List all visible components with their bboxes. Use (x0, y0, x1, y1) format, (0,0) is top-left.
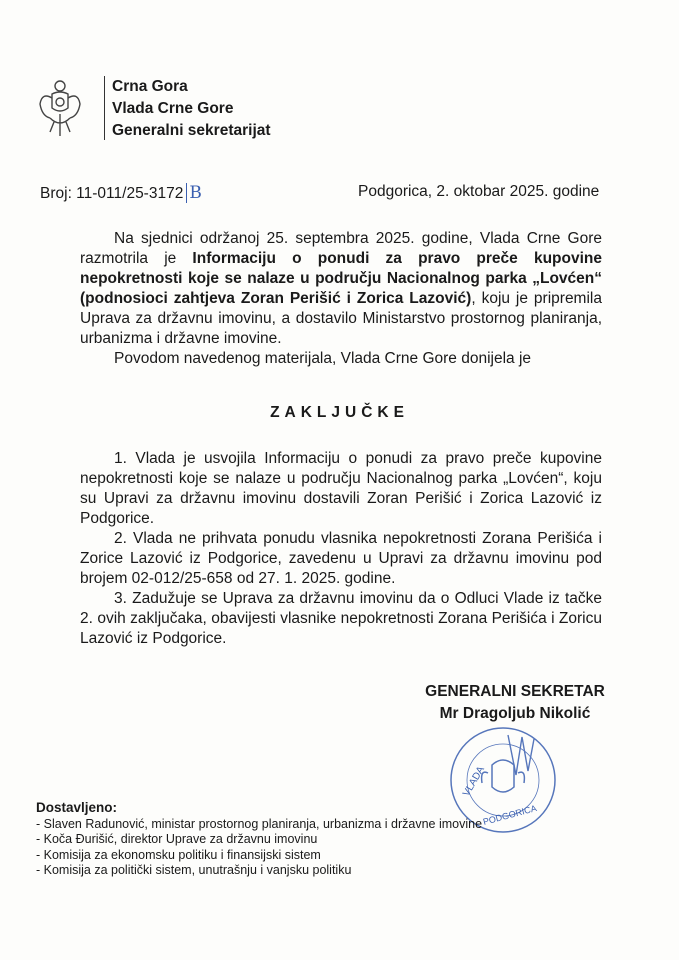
office-name: Generalni sekretarijat (112, 122, 271, 139)
signatory-name: Mr Dragoljub Nikolić (439, 705, 591, 722)
intro-paragraph-2: Povodom navedenog materijala, Vlada Crne Gore donijela je (114, 350, 532, 367)
conclusion-item: 3. Zadužuje se Uprava za državnu imovinu da o Odluci Vlade iz tačke 2. ovih zaključaka, obavijesti vlasnike nepokretnosti Zorana Perišića i Zoricu Lazović iz Podgorice. (80, 590, 602, 647)
letterhead (112, 76, 271, 142)
signatory-title: GENERALNI SEKRETAR (425, 683, 605, 700)
conclusion-item: 2. Vlada ne prihvata ponudu vlasnika nepokretnosti Zorana Perišića i Zorice Lazović iz Podgorice, zavedenu u Upravi za državnu imovinu pod brojem 02-012/25-658 od 27. 1. 2025. godine. (80, 530, 602, 587)
distribution-list (36, 800, 482, 879)
government-name: Vlada Crne Gore (112, 100, 234, 117)
svg-text:PODGORICA: PODGORICA (481, 803, 538, 827)
distribution-item: - Slaven Radunović, ministar prostornog planiranja, urbanizma i državne imovine (36, 816, 483, 831)
conclusions-list (80, 449, 602, 649)
signature-block (395, 681, 635, 725)
distribution-item: - Koča Đurišić, direktor Uprave za državnu imovinu (36, 832, 318, 846)
country-name: Crna Gora (112, 78, 188, 95)
intro-paragraph: Na sjednici održanoj 25. septembra 2025. godine, Vlada Crne Gore razmotrila je Informaciju o ponudi za pravo preče kupovine nepokretnosti koje se nalaze u području Nacionalnog parka „Lovćen“ (podnosioci zahtjeva Zoran Perišić i Zorica Lazović), koju je pripremila Uprava za državnu imovinu, a dostavilo Ministarstvo prostornog planiranja, urbanizma i državne imovine. (80, 230, 602, 347)
handwritten-mark: B (186, 183, 202, 203)
distribution-item: - Komisija za politički sistem, unutrašnju i vanjsku politiku (36, 863, 352, 877)
svg-text:VLADA: VLADA (461, 764, 487, 799)
reference-number: Broj: 11-011/25-3172 B (40, 183, 202, 203)
distribution-label: Dostavljeno: (36, 800, 118, 815)
conclusions-title: ZAKLJUČKE (270, 404, 409, 421)
subject-title: Informaciju o ponudi za pravo preče kupovine nepokretnosti koje se nalaze u području Nacionalnog parka „Lovćen“ (podnosioci zahtjeva Zoran Perišić i Zorica Lazović) (80, 250, 602, 307)
conclusion-item: 1. Vlada je usvojila Informaciju o ponudi za pravo preče kupovine nepokretnosti koje se nalaze u području Nacionalnog parka „Lovćen“, koju su Upravi za državnu imovinu dostavili Zoran Perišić i Zorica Lazović iz Podgorice. (80, 450, 602, 527)
header-divider (104, 76, 105, 140)
coat-of-arms-icon (38, 78, 82, 138)
place-date: Podgorica, 2. oktobar 2025. godine (358, 183, 600, 200)
intro (80, 229, 602, 369)
distribution-item: - Komisija za ekonomsku politiku i finansijski sistem (36, 847, 321, 862)
